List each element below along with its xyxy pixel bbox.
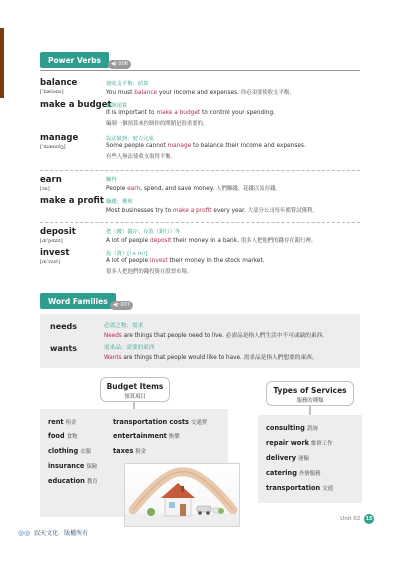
budget-items-subtitle: 預算項目: [124, 394, 146, 400]
vocab-example-translation: 很多人把他們的錢投資在股票市場。: [106, 269, 193, 275]
vocab-ipa: [ˈbæləns]: [40, 89, 64, 95]
word-family-definition: 必需之物；需求: [104, 323, 144, 329]
left-edge-bar: [0, 28, 4, 98]
audio-track-badge[interactable]: [110, 301, 133, 310]
vocab-word: balance: [40, 78, 78, 88]
service-item: repair work 維修工作: [266, 439, 333, 447]
service-item: catering 外燴服務: [266, 469, 321, 477]
vocab-ipa: [ɪnˈvɛst]: [40, 259, 61, 265]
vocab-definition: 賺錢；獲利: [106, 199, 133, 205]
word-family-example: Needs are things that people need to live. 必需品是指人們生活中不可或缺的東西。: [104, 333, 329, 339]
vocab-word: manage: [40, 133, 79, 143]
vocab-group-2: [40, 174, 370, 220]
publisher-footer: [18, 528, 88, 537]
vocab-definition: 投（資）[（+ in）]: [106, 251, 148, 257]
vocab-definition: 設法做到；勉力完成: [106, 136, 154, 142]
types-of-services-subtitle: 服務的種類: [296, 398, 324, 404]
speaker-icon: ◀): [111, 61, 117, 67]
unit-number: 02: [353, 516, 361, 522]
vocab-ipa: [ˈmænɪdʒ]: [40, 144, 66, 150]
house-savings-photo: [124, 463, 240, 527]
vocab-word: earn: [40, 175, 62, 185]
publisher-logo-icon: ◎◎: [18, 528, 31, 537]
vocab-example: Some people cannot manage to balance their income and expenses.: [106, 143, 306, 149]
budget-item: transportation costs 交通費: [113, 418, 208, 426]
house-hands-illustration: [125, 464, 240, 527]
budget-item: entertainment 娛樂: [113, 432, 180, 440]
vocab-example-translation: 編制一個預算來控制你的開銷是很重要的。: [106, 121, 209, 127]
vocab-word: make a budget: [40, 100, 112, 110]
budget-item: rent 租金: [48, 418, 77, 426]
budget-items-title: Budget Items: [106, 382, 164, 391]
divider: [40, 70, 360, 71]
power-verbs-title: Power Verbs: [48, 56, 101, 65]
vocab-group-1: [40, 76, 370, 166]
unit-page-indicator: [340, 514, 374, 524]
budget-item: food 食物: [48, 432, 78, 440]
budget-item: insurance 保險: [48, 462, 98, 470]
budget-item: taxes 稅金: [113, 447, 147, 455]
vocab-word: invest: [40, 248, 70, 258]
word-family-example: Wants are things that people would like to have. 需求品是指人們想要的東西。: [104, 355, 318, 361]
word-family-word: wants: [50, 344, 78, 353]
vocab-definition: 編制預算: [106, 103, 128, 109]
vocab-ipa: [ɜn]: [40, 186, 50, 192]
service-item: transportation 交通: [266, 484, 334, 492]
word-families-title: Word Families: [48, 297, 108, 306]
vocab-definition: 使收支平衡；結算: [106, 81, 149, 87]
vocab-group-3: [40, 226, 370, 282]
audio-track-number: 007: [120, 302, 130, 308]
budget-items-heading: [100, 377, 170, 402]
vocab-word: make a profit: [40, 196, 104, 206]
word-families-panel: [40, 314, 360, 368]
service-item: delivery 運輸: [266, 454, 309, 462]
vocab-word: deposit: [40, 227, 76, 237]
power-verbs-tab: [40, 52, 109, 68]
vocab-example: A lot of people invest their money in the stock market.: [106, 258, 265, 264]
unit-label: Unit: [340, 516, 352, 522]
types-of-services-title: Types of Services: [273, 386, 347, 395]
dashed-divider: [40, 222, 360, 223]
vocab-ipa: [dɪˈpɑzɪt]: [40, 238, 63, 244]
speaker-icon: ◀): [113, 302, 119, 308]
word-family-definition: 需求品；需要的東西: [104, 345, 155, 351]
publisher-copyright: 寂天文化．版權所有: [34, 530, 89, 537]
vocab-example: You must balance your income and expenses. 你必須要使收支平衡。: [106, 90, 295, 96]
vocab-definition: 把（錢）儲存；存放（銀行）等: [106, 229, 181, 235]
word-family-word: needs: [50, 322, 78, 331]
budget-item: education 教育: [48, 477, 98, 485]
word-families-tab: [40, 293, 116, 309]
vocab-example: It is important to make a budget to control your spending.: [106, 110, 275, 116]
types-of-services-heading: [266, 381, 354, 406]
vocab-example-translation: 有些人無法使收支取得平衡。: [106, 154, 177, 160]
page-number: 15: [365, 516, 373, 522]
service-item: consulting 諮詢: [266, 424, 318, 432]
budget-item: clothing 衣服: [48, 447, 92, 455]
vocab-example: A lot of people deposit their money in a bank. 很多人把他們的錢存在銀行裡。: [106, 238, 317, 244]
vocab-example: People earn, spend, and save money. 人們賺錢、花錢以及存錢。: [106, 186, 281, 192]
audio-track-badge[interactable]: [108, 60, 131, 69]
dashed-divider: [40, 170, 360, 171]
vocab-example: Most businesses try to make a profit every year. 大部分公司每年都嘗試獲利。: [106, 208, 318, 214]
audio-track-number: 006: [118, 61, 128, 67]
vocab-definition: 賺得: [106, 177, 117, 183]
